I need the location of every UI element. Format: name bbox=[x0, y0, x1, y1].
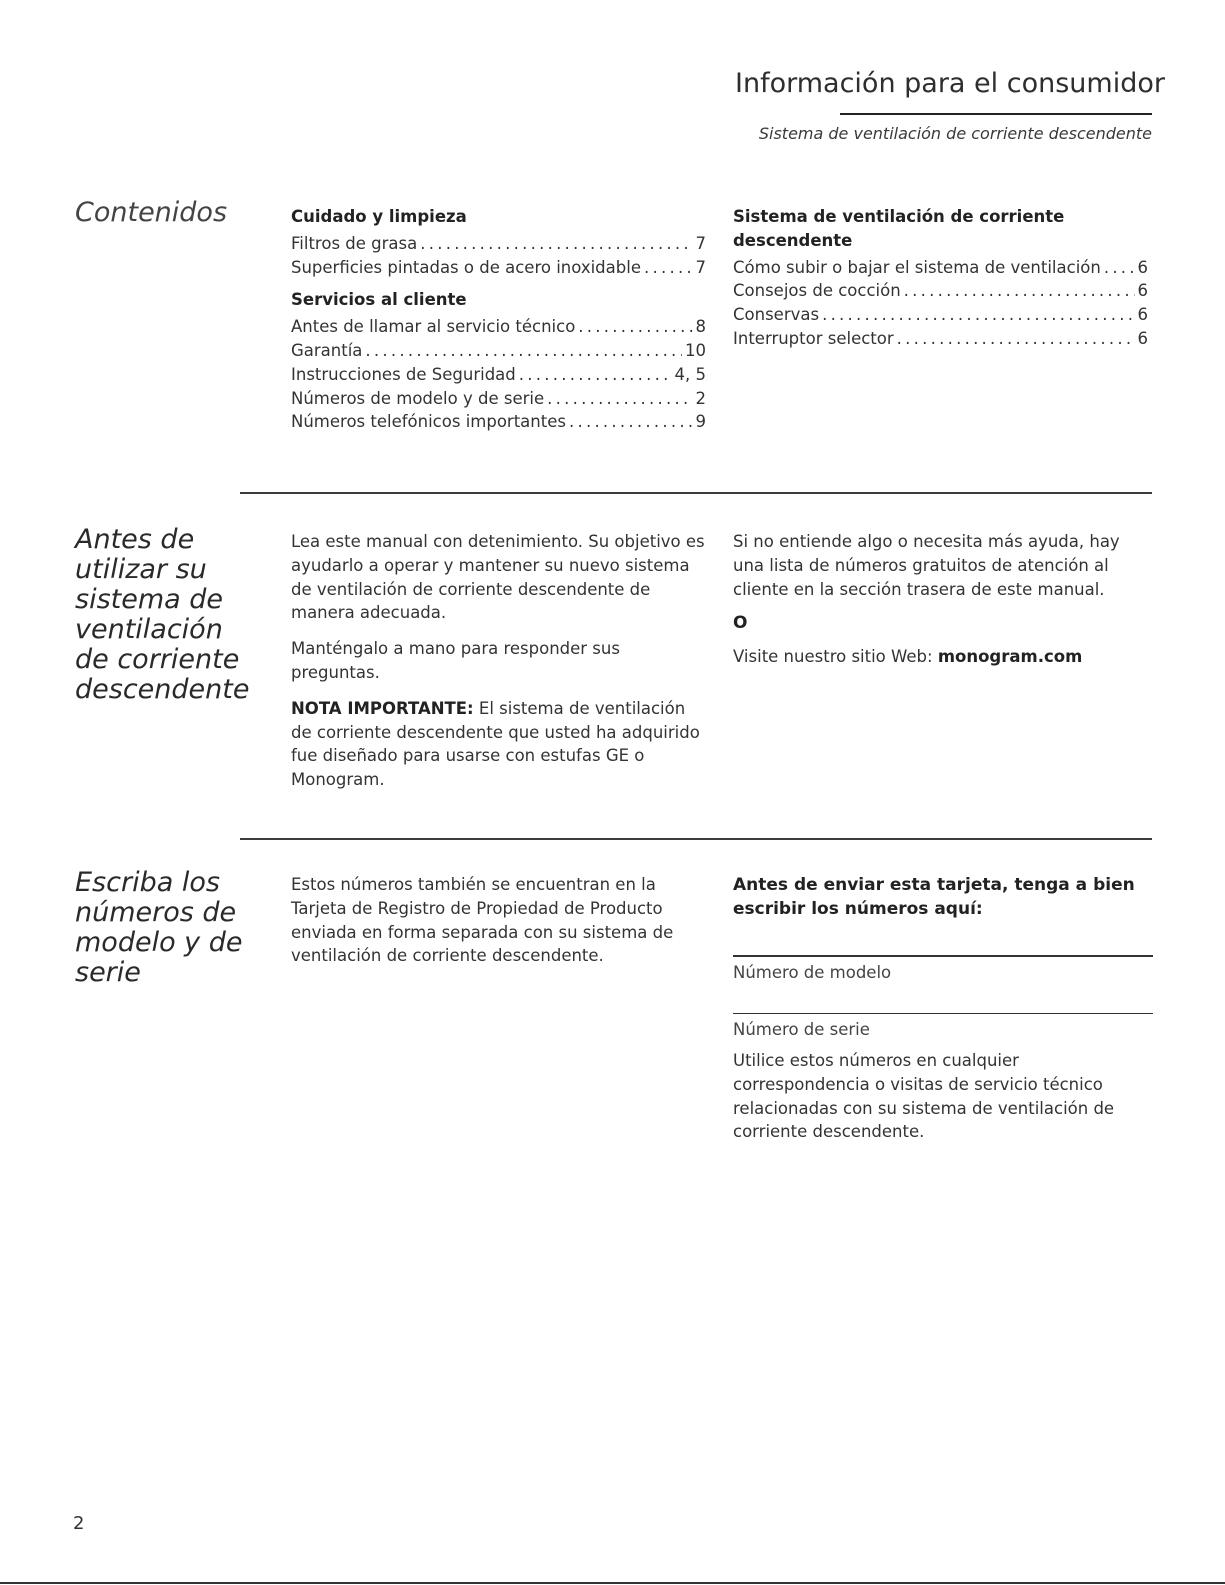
toc-entry-text: Instrucciones de Seguridad bbox=[291, 364, 516, 384]
toc-heading-vent: Sistema de ventilación de corriente descendente bbox=[733, 207, 1065, 250]
page-number: 2 bbox=[73, 1513, 85, 1534]
toc-entry-text: Cómo subir o bajar el sistema de ventilación bbox=[733, 257, 1101, 277]
usage-paragraph: Utilice estos números en cualquier correspondencia o visitas de servicio técnico relacionadas con su sistema de ventilación de corriente descendente. bbox=[733, 1051, 1115, 1142]
website-link[interactable]: monogram.com bbox=[937, 647, 1083, 667]
toc-leader bbox=[578, 315, 692, 339]
section-divider bbox=[240, 838, 1152, 840]
toc-entry-text: Números telefónicos importantes bbox=[291, 412, 566, 432]
toc-entry[interactable] bbox=[291, 410, 706, 434]
toc-leader bbox=[365, 339, 682, 363]
serial-number-line[interactable] bbox=[733, 1013, 1153, 1015]
toc-leader bbox=[547, 387, 692, 411]
toc-entry-text: Consejos de cocción bbox=[733, 281, 901, 301]
toc-entry-text: Superficies pintadas o de acero inoxidable bbox=[291, 257, 641, 277]
toc-entry[interactable] bbox=[733, 256, 1148, 280]
toc-entry-page: 7 bbox=[695, 233, 706, 253]
serial-number-label: Número de serie bbox=[733, 1020, 870, 1039]
page-subtitle: Sistema de ventilación de corriente descendente bbox=[758, 124, 1152, 143]
escriba-left-column bbox=[291, 873, 711, 980]
toc-entry[interactable] bbox=[291, 256, 706, 280]
important-note bbox=[291, 697, 711, 792]
toc-entry-text: Garantía bbox=[291, 340, 363, 360]
toc-entry[interactable] bbox=[291, 363, 706, 387]
toc-entry-page: 6 bbox=[1137, 281, 1148, 301]
help-paragraph: Si no entiende algo o necesita más ayuda, hay una lista de números gratuitos de atención al cliente en la sección trasera de este manual. bbox=[733, 532, 1120, 599]
toc-entry-page: 6 bbox=[1137, 257, 1148, 277]
toc-leader bbox=[822, 303, 1134, 327]
toc-entry-page: 6 bbox=[1137, 328, 1148, 348]
toc-leader bbox=[904, 279, 1135, 303]
toc-entry[interactable] bbox=[733, 279, 1148, 303]
toc-leader bbox=[519, 363, 672, 387]
toc-column-1 bbox=[291, 205, 706, 434]
website-paragraph bbox=[733, 645, 1153, 669]
toc-heading-care: Cuidado y limpieza bbox=[291, 207, 467, 226]
toc-column-2 bbox=[733, 205, 1148, 351]
toc-entry-page: 4, 5 bbox=[674, 364, 706, 384]
toc-leader bbox=[420, 232, 692, 256]
toc-entry[interactable] bbox=[291, 232, 706, 256]
website-text: Visite nuestro sitio Web: bbox=[733, 647, 938, 667]
model-number-line[interactable] bbox=[733, 955, 1153, 957]
or-label: O bbox=[733, 613, 748, 634]
toc-entry-page: 6 bbox=[1137, 305, 1148, 325]
toc-leader bbox=[1104, 256, 1135, 280]
toc-entry[interactable] bbox=[733, 327, 1148, 351]
antes-paragraph-2: Manténgalo a mano para responder sus preguntas. bbox=[291, 639, 620, 682]
toc-entry[interactable] bbox=[291, 339, 706, 363]
toc-entry-page: 8 bbox=[695, 317, 706, 337]
page-title: Información para el consumidor bbox=[735, 68, 1165, 99]
toc-entry-text: Números de modelo y de serie bbox=[291, 388, 545, 408]
antes-right-column bbox=[733, 530, 1153, 681]
model-number-label: Número de modelo bbox=[733, 962, 892, 982]
antes-side-title: Antes de utilizar su sistema de ventilación de corriente descendente bbox=[75, 524, 250, 705]
contents-side-title: Contenidos bbox=[75, 197, 228, 228]
escriba-side-title: Escriba los números de modelo y de serie bbox=[75, 867, 243, 988]
important-note-label: NOTA IMPORTANTE: bbox=[291, 698, 474, 718]
header-rule bbox=[840, 113, 1152, 115]
toc-entry-text: Interruptor selector bbox=[733, 328, 894, 348]
toc-entry-text: Antes de llamar al servicio técnico bbox=[291, 317, 576, 337]
toc-entry-text: Filtros de grasa bbox=[291, 233, 418, 253]
escriba-paragraph: Estos números también se encuentran en la Tarjeta de Registro de Propiedad de Producto enviada en forma separada con su sistema de ventilación de corriente descendente. bbox=[291, 875, 674, 966]
antes-left-column bbox=[291, 530, 711, 804]
toc-leader bbox=[897, 327, 1135, 351]
toc-leader bbox=[569, 410, 693, 434]
toc-entry[interactable] bbox=[291, 387, 706, 411]
section-divider bbox=[240, 492, 1152, 494]
toc-entry-page: 10 bbox=[685, 340, 706, 360]
escriba-right-column bbox=[733, 873, 1153, 1156]
toc-entry-page: 9 bbox=[695, 412, 706, 432]
record-numbers-heading: Antes de enviar esta tarjeta, tenga a bien escribir los números aquí: bbox=[733, 875, 1135, 919]
toc-leader bbox=[644, 256, 693, 280]
toc-entry[interactable] bbox=[733, 303, 1148, 327]
antes-paragraph-1: Lea este manual con detenimiento. Su objetivo es ayudarlo a operar y mantener su nuevo sistema de ventilación de corriente descendente de manera adecuada. bbox=[291, 532, 705, 623]
toc-entry[interactable] bbox=[291, 315, 706, 339]
important-note-text: El sistema de ventilación de corriente descendente que usted ha adquirido fue diseñado para usarse con estufas GE o Monogram. bbox=[291, 698, 700, 790]
toc-entry-page: 2 bbox=[695, 388, 706, 408]
toc-heading-service: Servicios al cliente bbox=[291, 290, 467, 310]
toc-entry-text: Conservas bbox=[733, 305, 820, 325]
bottom-edge-rule bbox=[0, 1582, 1225, 1584]
toc-entry-page: 7 bbox=[695, 257, 706, 277]
